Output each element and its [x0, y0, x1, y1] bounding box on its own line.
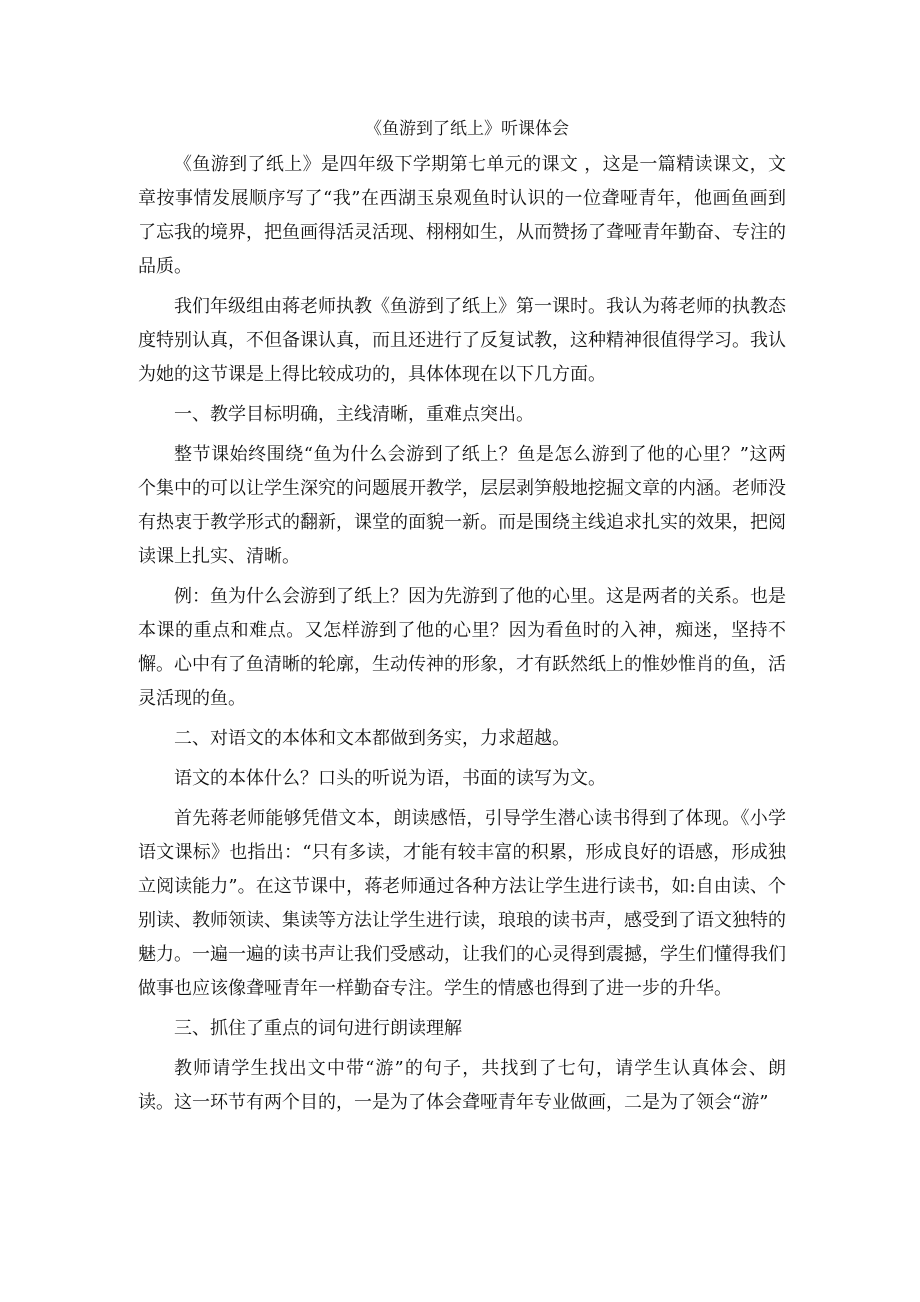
section-heading: 一、教学目标明确，主线清晰，重难点突出。: [174, 404, 534, 425]
paragraph: 教师请学生找出文中带“游”的句子，共找到了七句，请学生认真体会、朗读。这一环节有两个目的，一是为了体会聋哑青年专业做画，二是为了领会“游”: [138, 1058, 786, 1113]
section-heading: 二、对语文的本体和文本都做到务实，力求超越。: [174, 728, 570, 749]
paragraph: 我们年级组由蒋老师执教《鱼游到了纸上》第一课时。我认为蒋老师的执教态度特别认真，不但备课认真，而且还进行了反复试教，这种精神很值得学习。我认为她的这节课是上得比较成功的，具体体现在以下几方面。: [138, 296, 786, 385]
paragraph: 整节课始终围绕“鱼为什么会游到了纸上？鱼是怎么游到了他的心里？”这两个集中的可以让学生深究的问题展开教学，层层剥笋般地挖掘文章的内涵。老师没有热衷于教学形式的翻新，课堂的面貌一新。而是围绕主线追求扎实的效果，把阅读课上扎实、清晰。: [138, 444, 786, 567]
paragraph: 语文的本体什么？口头的听说为语，书面的读写为文。: [174, 768, 606, 789]
paragraph: 首先蒋老师能够凭借文本，朗读感悟，引导学生潜心读书得到了体现。《小学语文课标》也指出：“只有多读，才能有较丰富的积累，形成良好的语感，形成独立阅读能力”。在这节课中，蒋老师通过各种方法让学生进行读书，如:自由读、个别读、教师领读、集读等方法让学生进行读，琅琅的读书声，感受到了语文独特的魅力。一遍一遍的读书声让我们受感动，让我们的心灵得到震撼，学生们懂得我们做事也应该像聋哑青年一样勤奋专注。学生的情感也得到了进一步的升华。: [138, 808, 786, 999]
paragraph: 《鱼游到了纸上》是四年级下学期第七单元的课文 ，这是一篇精读课文，文章按事情发展顺序写了“我”在西湖玉泉观鱼时认识的一位聋哑青年，他画鱼画到了忘我的境界，把鱼画得活灵活现、栩栩如生，从而赞扬了聋哑青年勤奋、专注的品质。: [138, 154, 786, 277]
document-title: 《鱼游到了纸上》听课体会: [365, 119, 569, 139]
paragraph: 例：鱼为什么会游到了纸上？因为先游到了他的心里。这是两者的关系。也是本课的重点和难点。又怎样游到了他的心里？因为看鱼时的入神，痴迷，坚持不懈。心中有了鱼清晰的轮廓，生动传神的形象，才有跃然纸上的惟妙惟肖的鱼，活灵活现的鱼。: [138, 586, 786, 709]
document-page: [138, 110, 786, 1126]
section-heading: 三、抓住了重点的词句进行朗读理解: [174, 1018, 462, 1039]
